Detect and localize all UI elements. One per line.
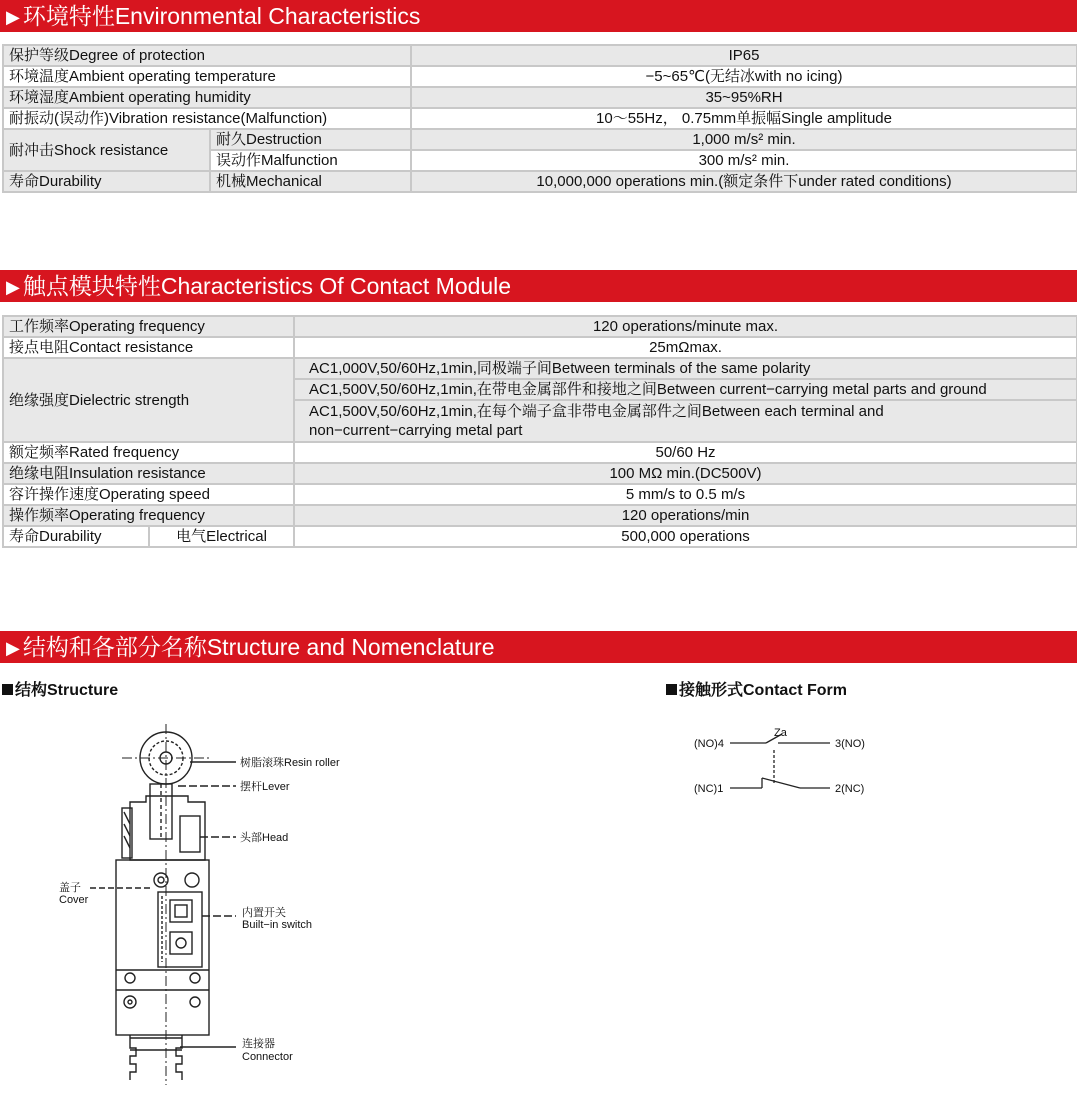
- durability-mechanical-label: 机械Mechanical: [210, 171, 411, 192]
- dielectric-value-3-line2: non−current−carrying metal part: [309, 422, 523, 439]
- contact-resistance-value: 25mΩmax.: [294, 337, 1077, 358]
- resin-roller-cn: 树脂滚珠: [240, 757, 284, 769]
- cover-label-cn: 盖子: [59, 882, 81, 894]
- table-row: [3, 171, 1077, 192]
- vibration-label: 耐振动(误动作)Vibration resistance(Malfunction): [3, 108, 411, 129]
- insulation-value: 100 MΩ min.(DC500V): [294, 463, 1077, 484]
- table-row: [3, 484, 1077, 505]
- durability-electrical-label: 电气Electrical: [149, 526, 294, 547]
- table-row: [3, 66, 1077, 87]
- insulation-label: 绝缘电阻Insulation resistance: [3, 463, 294, 484]
- dielectric-value-3-line1: AC1,500V,50/60Hz,1min,在每个端子盒非带电金属部件之间Between each terminal and: [309, 403, 884, 420]
- builtin-switch-shape: [158, 892, 202, 967]
- table-row: [3, 442, 1077, 463]
- section-title: 触点模块特性Characteristics Of Contact Module: [22, 273, 512, 299]
- table-row: [3, 337, 1077, 358]
- table-row: [3, 358, 1077, 379]
- cover-label-en: Cover: [59, 894, 89, 906]
- lever-label: [240, 779, 290, 793]
- no3-label: 3(NO): [835, 738, 865, 750]
- contact-resistance-label: 接点电阻Contact resistance: [3, 337, 294, 358]
- builtin-switch-label-cn: 内置开关: [242, 907, 286, 919]
- table-row: [3, 316, 1077, 337]
- table-row: [3, 505, 1077, 526]
- temperature-label: 环境温度Ambient operating temperature: [3, 66, 411, 87]
- table-row: [3, 463, 1077, 484]
- section-banner-environmental: [0, 0, 1077, 32]
- table-row: [3, 526, 1077, 547]
- opfreq2-label: 操作频率Operating frequency: [3, 505, 294, 526]
- nc2-label: 2(NC): [835, 783, 865, 795]
- operating-speed-value: 5 mm/s to 0.5 m/s: [294, 484, 1077, 505]
- shock-malfunction-value: 300 m/s² min.: [411, 150, 1077, 171]
- rated-frequency-label: 额定频率Rated frequency: [3, 442, 294, 463]
- table-row: [3, 108, 1077, 129]
- table-row: [3, 87, 1077, 108]
- structure-heading-text: 结构Structure: [15, 682, 119, 699]
- section-banner-contact-module: [0, 270, 1077, 302]
- connector-label-en: Connector: [242, 1051, 293, 1063]
- head-cn: 头部: [240, 832, 262, 844]
- contact-form-diagram: [690, 722, 890, 802]
- table-row: [3, 45, 1077, 66]
- section-banner-structure: [0, 631, 1077, 663]
- head-shape: [130, 796, 205, 860]
- contact-form-heading: [666, 677, 847, 700]
- shock-destruction-value: 1,000 m/s² min.: [411, 129, 1077, 150]
- connector-label-cn: 连接器: [242, 1038, 275, 1050]
- lever-en: Lever: [262, 781, 290, 793]
- durability-label: 寿命Durability: [3, 171, 210, 192]
- rated-frequency-value: 50/60 Hz: [294, 442, 1077, 463]
- switch-drawing: [90, 724, 236, 1085]
- triangle-icon: ▶: [6, 277, 20, 297]
- structure-heading: [2, 677, 118, 700]
- no4-label: (NO)4: [694, 738, 724, 750]
- head-en: Head: [262, 832, 289, 844]
- humidity-value: 35~95%RH: [411, 87, 1077, 108]
- triangle-icon: ▶: [6, 638, 20, 658]
- table-row: [3, 129, 1077, 150]
- humidity-label: 环境湿度Ambient operating humidity: [3, 87, 411, 108]
- dielectric-label: 绝缘强度Dielectric strength: [3, 358, 294, 442]
- durability-label: 寿命Durability: [3, 526, 149, 547]
- shock-destruction-label: 耐久Destruction: [210, 129, 411, 150]
- resin-roller-en: Resin roller: [284, 757, 340, 769]
- triangle-icon: ▶: [6, 7, 20, 27]
- nc-contact-blade: [762, 778, 800, 788]
- temperature-value: −5~65℃(无结冰with no icing): [411, 66, 1077, 87]
- vibration-value: 10～55Hz， 0.75mm单振幅Single amplitude: [411, 108, 1077, 129]
- protection-label: 保护等级Degree of protection: [3, 45, 411, 66]
- contact-form-heading-text: 接触形式Contact Form: [679, 682, 848, 699]
- environmental-table: [2, 44, 1077, 193]
- shock-label: 耐冲击Shock resistance: [3, 129, 210, 171]
- builtin-switch-label-en: Built−in switch: [242, 919, 313, 931]
- dielectric-value-2: AC1,500V,50/60Hz,1min,在带电金属部件和接地之间Between current−carrying metal parts and ground: [294, 379, 1077, 400]
- shock-malfunction-label: 误动作Malfunction: [210, 150, 411, 171]
- operating-speed-label: 容许操作速度Operating speed: [3, 484, 294, 505]
- opfreq-label: 工作频率Operating frequency: [3, 316, 294, 337]
- contact-module-table: [2, 315, 1077, 548]
- section-title: 环境特性Environmental Characteristics: [22, 3, 421, 29]
- durability-value: 500,000 operations: [294, 526, 1077, 547]
- lever-cn: 摆杆: [240, 781, 262, 793]
- dielectric-value-1: AC1,000V,50/60Hz,1min,同极端子间Between terminals of the same polarity: [294, 358, 1077, 379]
- section-title: 结构和各部分名称Structure and Nomenclature: [22, 634, 495, 660]
- durability-value: 10,000,000 operations min.(额定条件下under rated conditions): [411, 171, 1077, 192]
- square-bullet-icon: [2, 684, 13, 695]
- resin-roller-label: [240, 755, 340, 769]
- za-label: Za: [774, 727, 787, 739]
- opfreq2-value: 120 operations/min: [294, 505, 1077, 526]
- nc1-label: (NC)1: [694, 783, 724, 795]
- opfreq-value: 120 operations/minute max.: [294, 316, 1077, 337]
- square-bullet-icon: [666, 684, 677, 695]
- protection-value: IP65: [411, 45, 1077, 66]
- dielectric-value-3: [294, 400, 1077, 442]
- head-label: [240, 830, 288, 844]
- structure-diagram: [50, 720, 380, 1085]
